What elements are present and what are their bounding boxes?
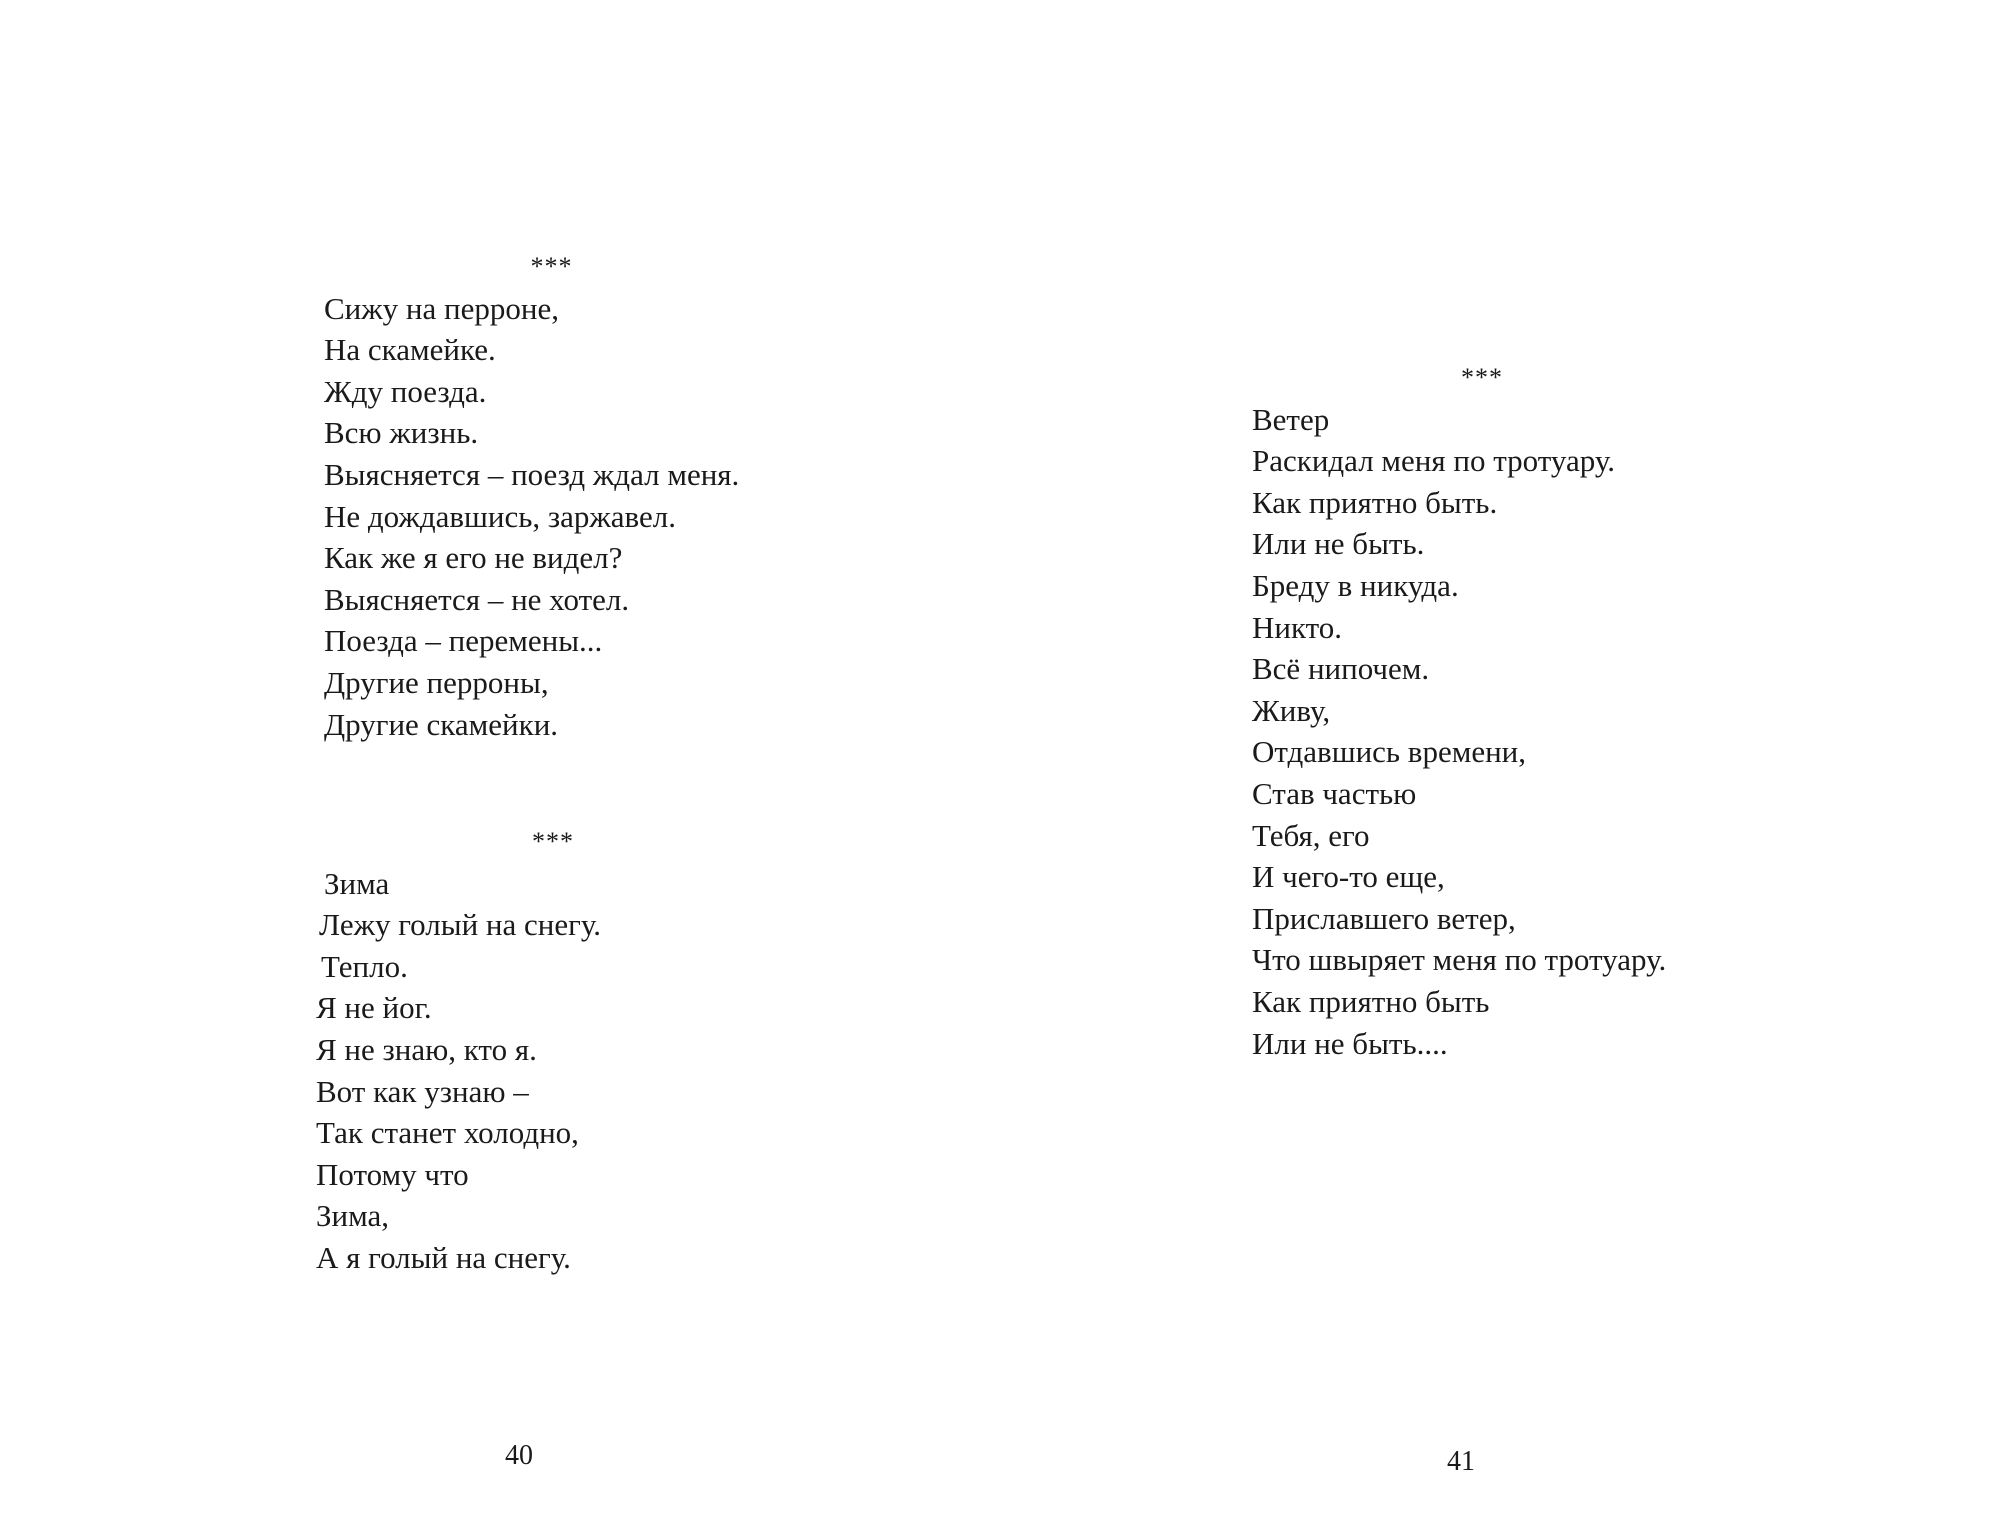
poem-line: Не дождавшись, заржавел.	[324, 498, 676, 534]
poem-line: Другие скамейки.	[324, 706, 559, 742]
poem-line: Бреду в никуда.	[1252, 567, 1459, 603]
poem-line: Я не йог.	[316, 990, 432, 1026]
poem-line: Как приятно быть.	[1252, 484, 1498, 520]
poem-line: Тепло.	[321, 948, 408, 984]
poem-line: Всю жизнь.	[324, 415, 479, 451]
poem-line: Выясняется – поезд ждал меня.	[324, 456, 740, 492]
poem-line: А я голый на снегу.	[316, 1239, 571, 1275]
poem-line: Тебя, его	[1252, 817, 1370, 853]
right-page	[1000, 0, 2000, 1531]
poem-wind	[1252, 357, 1812, 1064]
page-number: 41	[1447, 1446, 1475, 1477]
poem-separator: ***	[1461, 363, 1503, 392]
poem-line: Что швыряет меня по тротуару.	[1252, 942, 1667, 978]
poem-line: Так станет холодно,	[316, 1115, 579, 1151]
poem-line: Раскидал меня по тротуару.	[1252, 443, 1615, 479]
poem-line: Поезда – перемены...	[324, 623, 603, 659]
poem-line: Сижу на перроне,	[324, 290, 559, 326]
poem-line: Никто.	[1252, 609, 1343, 645]
poem-line: Выясняется – не хотел.	[324, 581, 630, 617]
poem-line: Как приятно быть	[1252, 983, 1490, 1019]
poem-line: Вот как узнаю –	[316, 1073, 529, 1109]
poem-line: Живу,	[1252, 692, 1331, 728]
poem-separator: ***	[532, 827, 574, 856]
poem-station	[324, 246, 784, 745]
poem-line: Став частью	[1252, 775, 1417, 811]
poem-line: Как же я его не видел?	[324, 540, 623, 576]
page-number: 40	[505, 1440, 533, 1471]
poem-line: Я не знаю, кто я.	[316, 1031, 537, 1067]
poem-line: Зима	[324, 865, 390, 901]
poem-line: На скамейке.	[324, 332, 496, 368]
poem-line: Потому что	[316, 1156, 469, 1192]
poem-line: Ветер	[1252, 401, 1330, 437]
poem-line: Жду поезда.	[324, 373, 487, 409]
poem-line: Отдавшись времени,	[1252, 734, 1527, 770]
poem-line: Всё нипочем.	[1252, 651, 1430, 687]
poem-line: Зима,	[316, 1198, 390, 1234]
poem-line: Приславшего ветер,	[1252, 900, 1516, 936]
poem-line: Другие перроны,	[324, 664, 549, 700]
poem-line: Или не быть....	[1252, 1025, 1448, 1061]
poem-line: Лежу голый на снегу.	[319, 907, 601, 943]
poem-line: И чего-то еще,	[1252, 859, 1445, 895]
poem-winter	[316, 821, 786, 1279]
poem-line: Или не быть.	[1252, 526, 1425, 562]
poem-separator: ***	[530, 252, 573, 281]
